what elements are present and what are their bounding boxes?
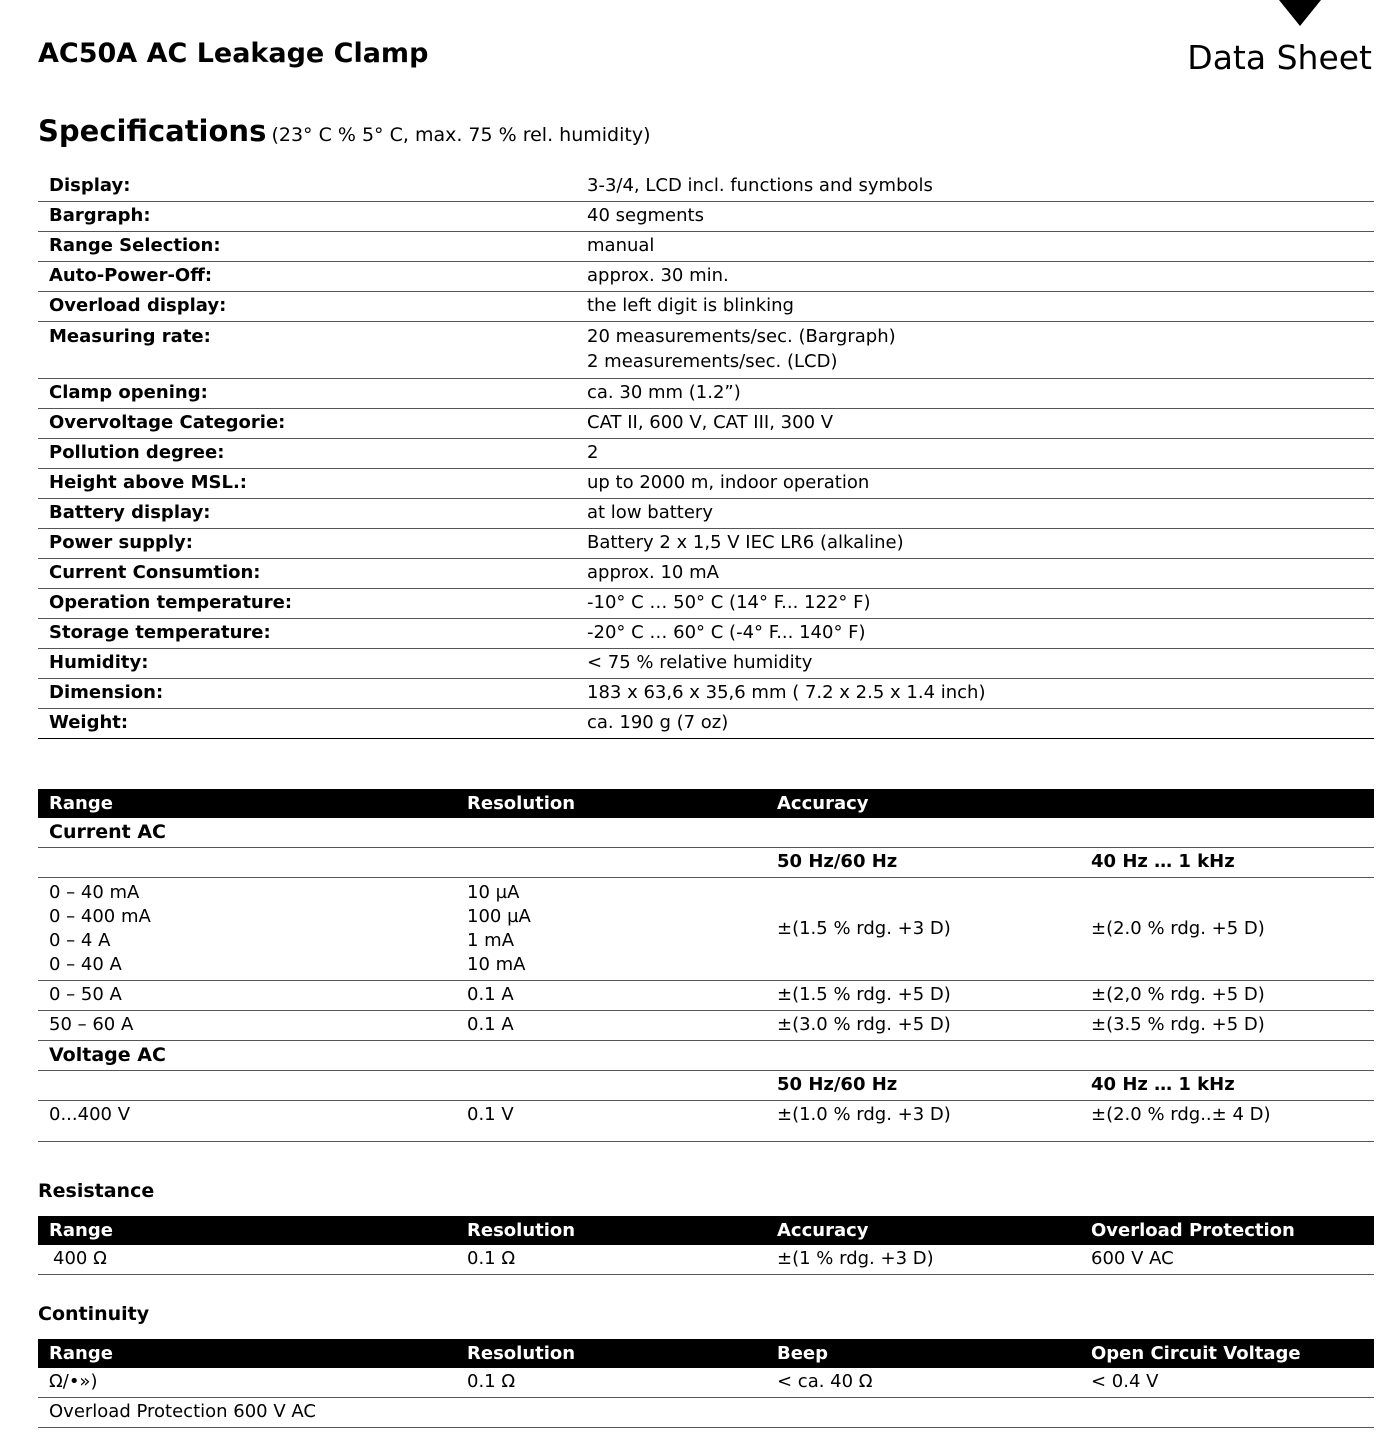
spec-value: 20 measurements/sec. (Bargraph) 2 measurements/sec. (LCD) <box>576 322 1374 379</box>
specifications-heading <box>38 114 650 148</box>
specifications-conditions: (23° C % 5° C, max. 75 % rel. humidity) <box>271 124 651 146</box>
spec-label: Power supply: <box>38 529 576 559</box>
section-title-current-ac: Current AC <box>38 818 1374 848</box>
spec-value: Battery 2 x 1,5 V IEC LR6 (alkaline) <box>576 529 1374 559</box>
table-row: 0...400 V 0.1 V ±(1.0 % rdg. +3 D) ±(2.0 % rdg..± 4 D) <box>38 1101 1374 1142</box>
continuity-note-row <box>38 1398 1374 1428</box>
header-range: Range <box>38 789 456 818</box>
range-table-header <box>38 789 1374 818</box>
document-type: Data Sheet <box>1187 38 1372 77</box>
spec-label: Measuring rate: <box>38 322 576 379</box>
spec-label: Bargraph: <box>38 202 576 232</box>
range-group-resolutions: 10 µA 100 µA 1 mA 10 mA <box>456 878 766 981</box>
spec-row <box>38 409 1374 439</box>
spec-value: < 75 % relative humidity <box>576 649 1374 679</box>
range-group-acc1: ±(1.5 % rdg. +3 D) <box>766 878 1080 981</box>
table-row: 50 – 60 A 0.1 A ±(3.0 % rdg. +5 D) ±(3.5 % rdg. +5 D) <box>38 1011 1374 1041</box>
range-group-ranges: 0 – 40 mA 0 – 400 mA 0 – 4 A 0 – 40 A <box>38 878 456 981</box>
spec-label: Operation temperature: <box>38 589 576 619</box>
spec-row <box>38 709 1374 739</box>
spec-value: CAT II, 600 V, CAT III, 300 V <box>576 409 1374 439</box>
resistance-table <box>38 1216 1374 1275</box>
document-title: AC50A AC Leakage Clamp <box>38 38 429 69</box>
specifications-table <box>38 172 1374 739</box>
freq-header-row-voltage <box>38 1071 1374 1101</box>
spec-value: 3-3/4, LCD incl. functions and symbols <box>576 172 1374 202</box>
spec-row <box>38 232 1374 262</box>
spec-value: -10° C … 50° C (14° F... 122° F) <box>576 589 1374 619</box>
spec-label: Overvoltage Categorie: <box>38 409 576 439</box>
section-title-voltage-ac: Voltage AC <box>38 1041 1374 1071</box>
spec-row <box>38 499 1374 529</box>
corner-triangle-icon <box>1279 0 1321 26</box>
header-accuracy: Accuracy <box>766 789 1080 818</box>
specifications-title: Specifications <box>38 114 267 148</box>
spec-label: Height above MSL.: <box>38 469 576 499</box>
spec-value: approx. 30 min. <box>576 262 1374 292</box>
section-row-voltage-ac <box>38 1041 1374 1071</box>
spec-label: Range Selection: <box>38 232 576 262</box>
spec-row <box>38 559 1374 589</box>
spec-value: manual <box>576 232 1374 262</box>
spec-row <box>38 202 1374 232</box>
spec-value: approx. 10 mA <box>576 559 1374 589</box>
spec-label: Weight: <box>38 709 576 739</box>
spec-row <box>38 529 1374 559</box>
spec-value: -20° C … 60° C (-4° F... 140° F) <box>576 619 1374 649</box>
spec-label: Pollution degree: <box>38 439 576 469</box>
continuity-table-header: Range Resolution Beep Open Circuit Voltage <box>38 1339 1374 1368</box>
range-table <box>38 789 1374 1142</box>
spec-row <box>38 379 1374 409</box>
table-row: 0 – 50 A 0.1 A ±(1.5 % rdg. +5 D) ±(2,0 % rdg. +5 D) <box>38 981 1374 1011</box>
table-row: Ω/•») 0.1 Ω < ca. 40 Ω < 0.4 V <box>38 1368 1374 1398</box>
spec-value: 2 <box>576 439 1374 469</box>
header-resolution: Resolution <box>456 789 766 818</box>
spec-value: ca. 30 mm (1.2”) <box>576 379 1374 409</box>
spec-label: Auto-Power-Off: <box>38 262 576 292</box>
spec-value: the left digit is blinking <box>576 292 1374 322</box>
spec-label: Humidity: <box>38 649 576 679</box>
resistance-heading: Resistance <box>38 1180 155 1202</box>
continuity-heading: Continuity <box>38 1303 150 1325</box>
spec-row <box>38 649 1374 679</box>
table-row <box>38 878 1374 981</box>
spec-row <box>38 589 1374 619</box>
table-row: 400 Ω 0.1 Ω ±(1 % rdg. +3 D) 600 V AC <box>38 1245 1374 1275</box>
spec-label: Clamp opening: <box>38 379 576 409</box>
spec-label: Dimension: <box>38 679 576 709</box>
spec-label: Battery display: <box>38 499 576 529</box>
spec-row <box>38 679 1374 709</box>
freq-header-row-current <box>38 848 1374 878</box>
freq-50-60-voltage: 50 Hz/60 Hz <box>766 1071 1080 1101</box>
spec-row <box>38 262 1374 292</box>
spec-row <box>38 172 1374 202</box>
resistance-table-header: Range Resolution Accuracy Overload Protection <box>38 1216 1374 1245</box>
spec-label: Display: <box>38 172 576 202</box>
continuity-note: Overload Protection 600 V AC <box>38 1398 1374 1428</box>
freq-40-1k-current: 40 Hz … 1 kHz <box>1080 848 1374 878</box>
spec-row <box>38 322 1374 379</box>
spec-label: Current Consumtion: <box>38 559 576 589</box>
freq-40-1k-voltage: 40 Hz … 1 kHz <box>1080 1071 1374 1101</box>
spec-value: up to 2000 m, indoor operation <box>576 469 1374 499</box>
continuity-table <box>38 1339 1374 1428</box>
spec-row <box>38 439 1374 469</box>
spec-label: Overload display: <box>38 292 576 322</box>
spec-label: Storage temperature: <box>38 619 576 649</box>
section-row-current-ac <box>38 818 1374 848</box>
spec-value: ca. 190 g (7 oz) <box>576 709 1374 739</box>
header-empty <box>1080 789 1374 818</box>
spec-row <box>38 292 1374 322</box>
spec-row <box>38 619 1374 649</box>
spec-row <box>38 469 1374 499</box>
spec-value: at low battery <box>576 499 1374 529</box>
spec-value: 40 segments <box>576 202 1374 232</box>
freq-50-60-current: 50 Hz/60 Hz <box>766 848 1080 878</box>
range-group-acc2: ±(2.0 % rdg. +5 D) <box>1080 878 1374 981</box>
spec-value: 183 x 63,6 x 35,6 mm ( 7.2 x 2.5 x 1.4 inch) <box>576 679 1374 709</box>
